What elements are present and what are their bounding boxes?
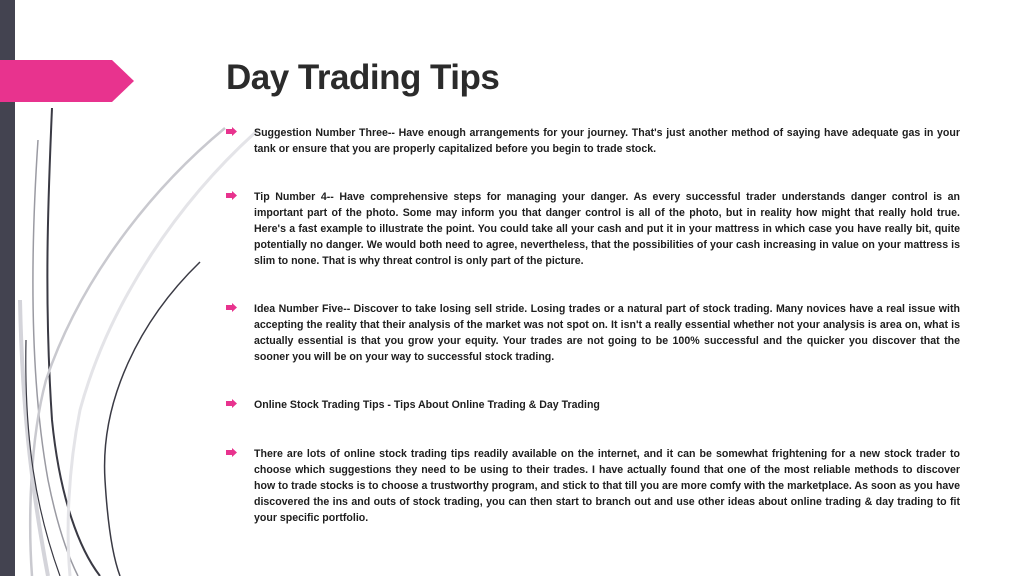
list-item bbox=[226, 301, 960, 365]
right-arrow-icon bbox=[226, 399, 237, 408]
bullet-text: Idea Number Five-- Discover to take losing sell stride. Losing trades or a natural part of stock trading. Many novices have a real issue with accepting the reality that their analysis of the market was not spot on. It isn't a really essential whether not your analysis is area on, what is actually essential is that you grow your equity. Your trades are not going to be 100% successful and the quicker you discover that the sooner you will be on your way to successful stock trading. bbox=[254, 303, 960, 363]
bullet-list bbox=[226, 125, 960, 526]
list-item bbox=[226, 189, 960, 269]
bullet-text: Online Stock Trading Tips - Tips About Online Trading & Day Trading bbox=[254, 399, 600, 411]
right-arrow-icon bbox=[226, 191, 237, 200]
bullet-text: There are lots of online stock trading tips readily available on the internet, and it can be somewhat frightening for a new stock trader to choose which suggestions they need to be using to their trades. I have actually found that one of the most reliable methods to discover how to trade stocks is to choose a trustworthy program, and stick to that till you are more comfy with the marketplace. As soon as you have discovered the ins and outs of stock trading, you can then start to branch out and use other ideas about online trading & day trading to fit your specific portfolio. bbox=[254, 448, 960, 524]
slide-title: Day Trading Tips bbox=[226, 58, 500, 97]
list-item bbox=[226, 125, 960, 157]
list-item bbox=[226, 446, 960, 526]
right-arrow-icon bbox=[226, 127, 237, 136]
accent-arrow-tab bbox=[0, 60, 134, 102]
right-arrow-icon bbox=[226, 448, 237, 457]
bullet-text: Tip Number 4-- Have comprehensive steps for managing your danger. As every successful trader understands danger control is an important part of the photo. Some may inform you that danger control is all of the photo, but in reality how might that really hold true. Here's a fast example to illustrate the point. You could take all your cash and put it in your mattress in which case you have really bit, quite potentially no danger. We would both need to agree, nevertheless, that the possibilities of your cash increasing in value on your mattress is slim to none. That is why threat control is only part of the picture. bbox=[254, 191, 960, 267]
right-arrow-icon bbox=[226, 303, 237, 312]
bullet-text: Suggestion Number Three-- Have enough arrangements for your journey. That's just another method of saying have adequate gas in your tank or ensure that you are properly capitalized before you begin to trade stock. bbox=[254, 127, 960, 155]
list-item bbox=[226, 397, 960, 413]
